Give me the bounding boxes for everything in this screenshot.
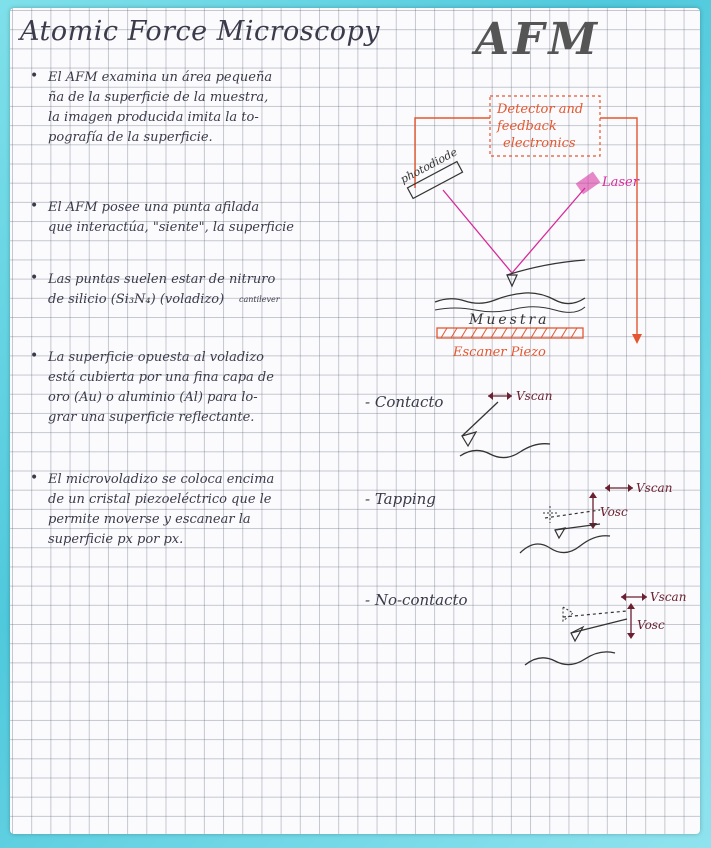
afm-diagram [395, 88, 660, 363]
vosc-label: Vosc [637, 618, 665, 632]
laser-beam [443, 188, 585, 273]
cantilever-note: cantilever [239, 295, 280, 304]
mode-noncontact-label: - No-contacto [365, 591, 468, 609]
detector-label-1: Detector and [497, 102, 584, 117]
bullet-line: la imagen producida imita la to- [48, 110, 259, 125]
feedback-line-right [600, 118, 637, 340]
tip [571, 627, 583, 641]
bullet-line: está cubierta por una fina capa de [48, 370, 274, 385]
arrow-left-icon [621, 593, 626, 601]
bullet-line: El AFM posee una punta afilada [48, 200, 260, 215]
arrow-head-icon [632, 334, 642, 344]
arrow-right-icon [628, 484, 633, 492]
bullet-line: grar una superficie reflectante. [48, 410, 255, 425]
photodiode-label: photodiode [398, 145, 460, 187]
bullet-line: ña de la superficie de la muestra, [48, 90, 269, 105]
arrow-right-icon [642, 593, 647, 601]
contact-mode-diagram [440, 374, 610, 474]
bullet-line: permite moverse y escanear la [48, 512, 251, 527]
mode-tapping-label: - Tapping [365, 490, 436, 508]
bullet-line: oro (Au) o aluminio (Al) para lo- [48, 390, 258, 405]
sample-surface [435, 293, 585, 304]
bullet-line: La superficie opuesta al voladizo [48, 350, 264, 365]
bullet-1 [32, 68, 312, 148]
bullet-dot: • [30, 68, 39, 84]
laser-source [576, 172, 599, 193]
cantilever-upper [545, 510, 600, 518]
bullet-line: pografía de la superficie. [48, 130, 213, 145]
arrow-down-icon [589, 523, 597, 529]
bullet-line: de silicio (Si₃N₄) (voladizo) [48, 292, 225, 307]
bullet-5 [32, 470, 312, 550]
bullet-dot: • [30, 470, 39, 486]
bullet-line: El AFM examina un área pequeña [48, 70, 273, 85]
tip [555, 528, 565, 538]
vscan-label: Vscan [636, 481, 673, 495]
bullet-2 [32, 198, 312, 238]
cantilever-upper [563, 611, 627, 617]
piezo-hatch [441, 328, 577, 338]
surface [460, 444, 550, 458]
vosc-label: Vosc [600, 505, 628, 519]
tapping-mode-diagram [505, 468, 695, 568]
cantilever [462, 402, 498, 436]
bullet-dot: • [30, 270, 39, 286]
cantilever [571, 619, 627, 633]
tip-ghost [543, 506, 557, 523]
bullet-line: superficie px por px. [48, 532, 184, 547]
page-title: Atomic Force Microscopy [20, 16, 381, 47]
surface [525, 652, 615, 665]
surface [520, 536, 610, 553]
vscan-label: Vscan [516, 389, 553, 403]
mode-contact-label: - Contacto [365, 393, 444, 411]
laser-label: Laser [602, 175, 639, 190]
bullet-3 [32, 270, 312, 310]
sample-label: Muestra [469, 312, 550, 328]
bullet-line: que interactúa, "siente", la superficie [48, 220, 294, 235]
notebook-page [10, 8, 700, 834]
detector-label-3: electronics [503, 136, 576, 151]
tip-ghost [563, 607, 573, 621]
arrow-left-icon [605, 484, 610, 492]
piezo-scanner [437, 328, 583, 338]
cantilever [507, 260, 585, 275]
tip [507, 275, 517, 286]
bullet-dot: • [30, 198, 39, 214]
bullet-4 [32, 348, 312, 428]
arrow-right-icon [507, 392, 512, 400]
noncontact-mode-diagram [515, 583, 700, 673]
arrow-left-icon [488, 392, 493, 400]
scanner-label: Escaner Piezo [453, 345, 546, 360]
arrow-up-icon [589, 492, 597, 498]
vscan-label: Vscan [650, 590, 687, 604]
afm-logo: AFM [475, 14, 602, 65]
bullet-line: El microvoladizo se coloca encima [48, 472, 275, 487]
arrow-down-icon [627, 633, 635, 639]
arrow-up-icon [627, 603, 635, 609]
bullet-line: de un cristal piezoeléctrico que le [48, 492, 272, 507]
bullet-line: Las puntas suelen estar de nitruro [48, 272, 276, 287]
detector-label-2: feedback [497, 119, 557, 134]
bullet-dot: • [30, 348, 39, 364]
